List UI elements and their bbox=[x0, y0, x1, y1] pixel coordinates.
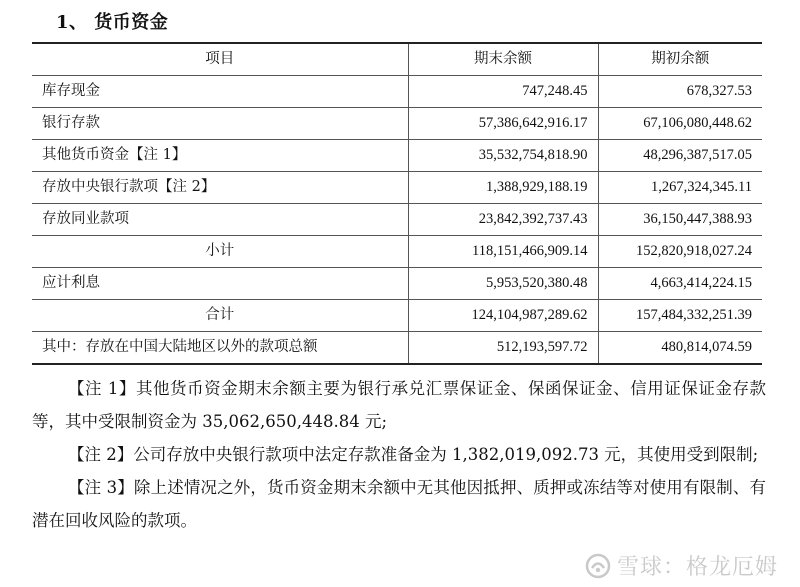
note-1: 【注 1】其他货币资金期末余额主要为银行承兑汇票保证金、保函保证金、信用证保证金存款等，其中受限制资金为 35,062,650,448.84 元; bbox=[32, 379, 766, 431]
row-label: 其中：存放在中国大陆地区以外的款项总额 bbox=[32, 332, 408, 365]
row-begin-value: 4,663,414,224.15 bbox=[598, 268, 762, 300]
section-heading: 1、 货币资金 bbox=[56, 12, 169, 33]
subtotal-label: 小计 bbox=[32, 236, 408, 268]
note-2: 【注 2】公司存放中央银行款项中法定存款准备金为 1,382,019,092.73 元，其使用受到限制; bbox=[68, 445, 759, 464]
row-end-value: 118,151,466,909.14 bbox=[408, 236, 598, 268]
row-end-value: 512,193,597.72 bbox=[408, 332, 598, 365]
row-end-value: 124,104,987,289.62 bbox=[408, 300, 598, 332]
table-row bbox=[32, 76, 762, 108]
row-label: 库存现金 bbox=[32, 76, 408, 108]
table-row bbox=[32, 140, 762, 172]
table-row bbox=[32, 268, 762, 300]
row-begin-value: 480,814,074.59 bbox=[598, 332, 762, 365]
header-end-balance: 期末余额 bbox=[408, 43, 598, 76]
row-label: 应计利息 bbox=[32, 268, 408, 300]
row-begin-value: 678,327.53 bbox=[598, 76, 762, 108]
header-begin-balance: 期初余额 bbox=[598, 43, 762, 76]
row-end-value: 57,386,642,916.17 bbox=[408, 108, 598, 140]
table-row bbox=[32, 108, 762, 140]
watermark bbox=[585, 550, 778, 581]
table-row bbox=[32, 172, 762, 204]
row-end-value: 747,248.45 bbox=[408, 76, 598, 108]
table-row bbox=[32, 332, 762, 365]
row-end-value: 35,532,754,818.90 bbox=[408, 140, 598, 172]
subtotal-row bbox=[32, 236, 762, 268]
table-row bbox=[32, 204, 762, 236]
row-begin-value: 36,150,447,388.93 bbox=[598, 204, 762, 236]
row-begin-value: 1,267,324,345.11 bbox=[598, 172, 762, 204]
row-begin-value: 67,106,080,448.62 bbox=[598, 108, 762, 140]
notes-section bbox=[32, 372, 766, 537]
row-label: 银行存款 bbox=[32, 108, 408, 140]
row-end-value: 23,842,392,737.43 bbox=[408, 204, 598, 236]
cash-table bbox=[32, 42, 762, 365]
row-label: 存放中央银行款项【注 2】 bbox=[32, 172, 408, 204]
row-begin-value: 157,484,332,251.39 bbox=[598, 300, 762, 332]
watermark-text: 雪球：格龙厄姆 bbox=[616, 555, 778, 580]
row-label: 其他货币资金【注 1】 bbox=[32, 140, 408, 172]
row-label: 存放同业款项 bbox=[32, 204, 408, 236]
row-end-value: 1,388,929,188.19 bbox=[408, 172, 598, 204]
row-begin-value: 48,296,387,517.05 bbox=[598, 140, 762, 172]
table-header-row bbox=[32, 43, 762, 76]
header-item: 项目 bbox=[32, 43, 408, 76]
snowball-logo-icon bbox=[585, 553, 611, 579]
note-3: 【注 3】除上述情况之外，货币资金期末余额中无其他因抵押、质押或冻结等对使用有限制、有潜在回收风险的款项。 bbox=[32, 478, 766, 530]
row-begin-value: 152,820,918,027.24 bbox=[598, 236, 762, 268]
total-label: 合计 bbox=[32, 300, 408, 332]
row-end-value: 5,953,520,380.48 bbox=[408, 268, 598, 300]
total-row bbox=[32, 300, 762, 332]
